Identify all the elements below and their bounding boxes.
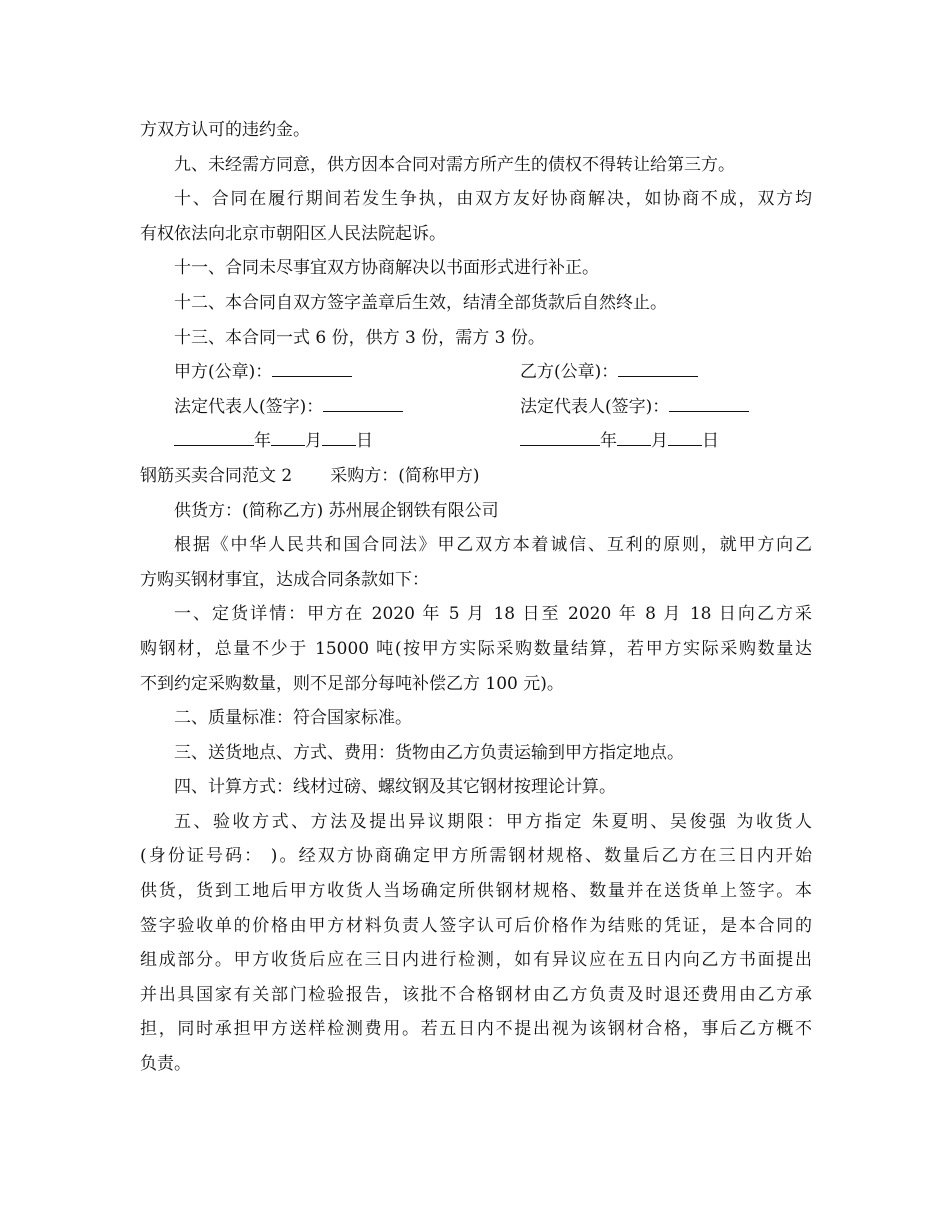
document-page xyxy=(140,113,812,1082)
paragraph-line: 方双方认可的违约金。 xyxy=(140,120,310,140)
clause-one-line-2: 购钢材，总量不少于 15000 吨(按甲方实际采购数量结算，若甲方实际采购数量达 xyxy=(140,638,812,659)
clause-eleven: 十一、合同未尽事宜双方协商解决以书面形式进行补正。 xyxy=(174,258,599,279)
clause-five-line-4: 签字验收单的价格由甲方材料负责人签字认可后价格作为结账的凭证，是本合同的 xyxy=(140,915,812,936)
clause-five-line-2: (身份证号码： )。经双方协商确定甲方所需钢材规格、数量后乙方在三日内开始 xyxy=(140,846,812,867)
clause-two: 二、质量标准：符合国家标准。 xyxy=(174,708,412,729)
day-label: 日 xyxy=(356,431,373,452)
signature-blank xyxy=(272,356,352,377)
clause-one-line-1: 一、定货详情：甲方在 2020 年 5 月 18 日至 2020 年 8 月 18 日向乙方采 xyxy=(174,604,812,625)
party-b-seal-label: 乙方(公章)： xyxy=(520,362,619,383)
month-label: 月 xyxy=(305,431,322,452)
month-label: 月 xyxy=(651,431,668,452)
clause-five-line-1: 五、验收方式、方法及提出异议期限：甲方指定 朱夏明、吴俊强 为收货人 xyxy=(174,811,812,832)
rep-a-label: 法定代表人(签字)： xyxy=(174,396,324,417)
signature-blank xyxy=(618,356,698,377)
clause-thirteen: 十三、本合同一式 6 份，供方 3 份，需方 3 份。 xyxy=(174,327,545,348)
clause-ten-line-2: 有权依法向北京市朝阳区人民法院起诉。 xyxy=(140,223,446,244)
date-row xyxy=(140,424,812,459)
clause-three: 三、送货地点、方式、费用：货物由乙方负责运输到甲方指定地点。 xyxy=(174,742,684,763)
signature-blank xyxy=(323,391,403,412)
party-a-seal xyxy=(174,355,520,390)
party-a-date xyxy=(174,424,520,459)
year-label: 年 xyxy=(254,431,271,452)
clause-nine: 九、未经需方同意，供方因本合同对需方所产生的债权不得转让给第三方。 xyxy=(174,154,735,175)
clause-twelve: 十二、本合同自双方签字盖章后生效，结清全部货款后自然终止。 xyxy=(174,292,667,313)
clause-five-line-5: 组成部分。甲方收货后应在三日内进行检测，如有异议应在五日内向乙方书面提出 xyxy=(140,950,812,971)
party-b-seal xyxy=(520,355,812,390)
year-blank xyxy=(174,425,254,446)
party-a-seal-label: 甲方(公章)： xyxy=(174,362,273,383)
signature-blank xyxy=(669,391,749,412)
day-blank xyxy=(668,425,702,446)
year-label: 年 xyxy=(600,431,617,452)
clause-five-line-7: 担，同时承担甲方送样检测费用。若五日内不提出视为该钢材合格，事后乙方概不 xyxy=(140,1019,812,1040)
buyer-line: 采购方：(简称甲方) xyxy=(330,465,480,486)
representative-row xyxy=(140,390,812,425)
intro-line-1: 根据《中华人民共和国合同法》甲乙双方本着诚信、互利的原则，就甲方向乙 xyxy=(174,535,812,556)
clause-five-line-3: 供货，货到工地后甲方收货人当场确定所供钢材规格、数量并在送货单上签字。本 xyxy=(140,881,812,902)
party-b-date xyxy=(520,424,812,459)
clause-five-line-6: 并出具国家有关部门检验报告，该批不合格钢材由乙方负责及时退还费用由乙方承 xyxy=(140,984,812,1005)
clause-five-line-8: 负责。 xyxy=(140,1054,191,1075)
supplier-line: 供货方：(简称乙方) 苏州展企钢铁有限公司 xyxy=(174,500,499,521)
clause-ten-line-1: 十、合同在履行期间若发生争执，由双方友好协商解决，如协商不成，双方均 xyxy=(174,189,812,210)
day-label: 日 xyxy=(702,431,719,452)
month-blank xyxy=(617,425,651,446)
contract-title: 钢筋买卖合同范文 2 xyxy=(140,465,293,486)
party-a-representative xyxy=(174,390,520,425)
intro-line-2: 方购买钢材事宜，达成合同条款如下： xyxy=(140,569,429,590)
rep-b-label: 法定代表人(签字)： xyxy=(520,396,670,417)
seal-row xyxy=(140,355,812,390)
clause-four: 四、计算方式：线材过磅、螺纹钢及其它钢材按理论计算。 xyxy=(174,777,616,798)
month-blank xyxy=(271,425,305,446)
second-contract-heading xyxy=(140,459,812,494)
clause-one-line-3: 不到约定采购数量，则不足部分每吨补偿乙方 100 元)。 xyxy=(140,673,564,694)
year-blank xyxy=(520,425,600,446)
day-blank xyxy=(322,425,356,446)
party-b-representative xyxy=(520,390,812,425)
